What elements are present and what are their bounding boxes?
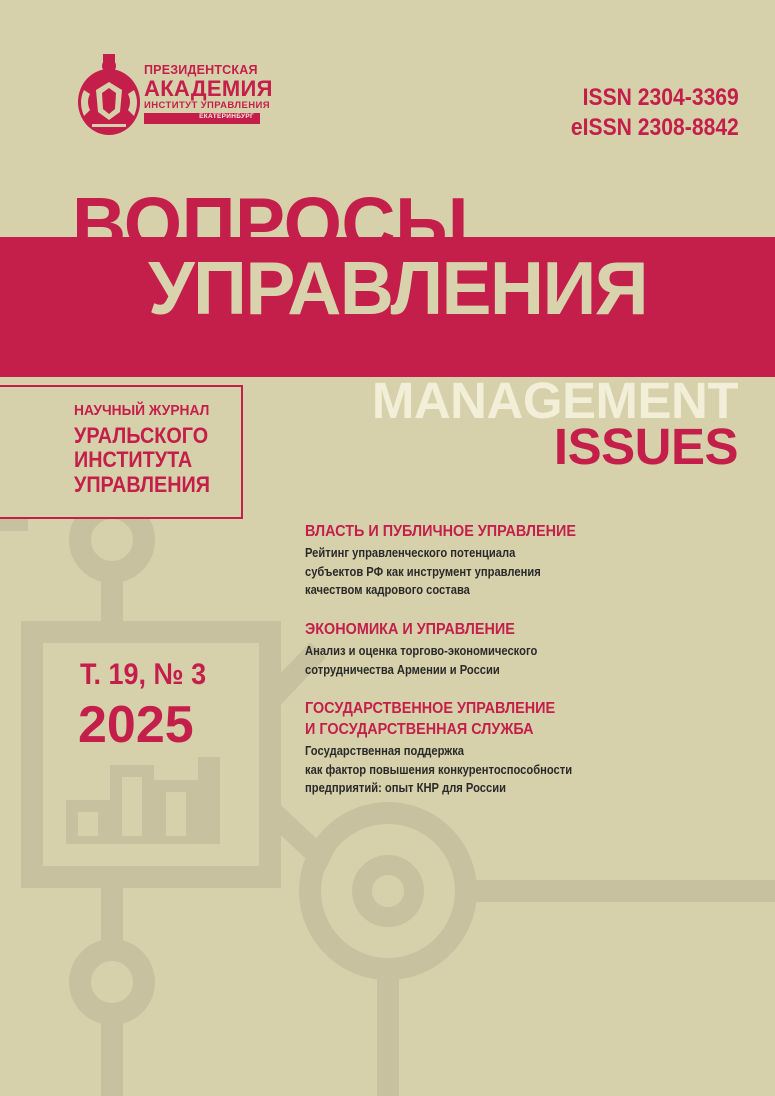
publisher-city-bar xyxy=(144,113,260,124)
contents-section xyxy=(305,699,745,797)
section-description-line: Рейтинг управленческого потенциала xyxy=(305,545,516,561)
issn-print: ISSN 2304-3369 xyxy=(582,84,739,111)
journal-name-line1: УРАЛЬСКОГО xyxy=(74,423,209,448)
publisher-line3: ИНСТИТУТ УПРАВЛЕНИЯ xyxy=(144,99,270,111)
section-heading xyxy=(305,699,701,740)
section-description-line: качеством кадрового состава xyxy=(305,582,470,598)
issue-volume: Т. 19, № 3 xyxy=(80,658,207,691)
issue-year: 2025 xyxy=(78,696,194,754)
journal-name-line2: ИНСТИТУТА xyxy=(74,447,193,473)
section-description-line: сотрудничества Армении и России xyxy=(305,661,500,677)
publisher-line2: АКАДЕМИЯ xyxy=(144,75,273,101)
publisher-line1: ПРЕЗИДЕНТСКАЯ xyxy=(144,63,258,77)
section-description-line: субъектов РФ как инструмент управления xyxy=(305,563,541,579)
contents-section xyxy=(305,522,745,600)
section-description xyxy=(305,642,683,679)
journal-name xyxy=(74,424,210,497)
section-description-line: Государственная поддержка xyxy=(305,743,465,759)
section-heading-line: ГОСУДАРСТВЕННОЕ УПРАВЛЕНИЕ xyxy=(305,700,556,718)
section-heading xyxy=(305,620,701,640)
section-heading-line: И ГОСУДАРСТВЕННАЯ СЛУЖБА xyxy=(305,720,534,738)
section-description-line: как фактор повышения конкурентоспособности xyxy=(305,761,573,777)
academy-emblem-icon xyxy=(74,54,144,138)
section-heading-line: ЭКОНОМИКА И УПРАВЛЕНИЕ xyxy=(305,620,515,638)
title-en-line2: ISSUES xyxy=(553,418,738,475)
section-description xyxy=(305,544,683,599)
section-heading-line: ВЛАСТЬ И ПУБЛИЧНОЕ УПРАВЛЕНИЕ xyxy=(305,523,576,540)
contents-list xyxy=(305,522,745,818)
section-description xyxy=(305,742,683,797)
section-heading xyxy=(305,522,701,542)
issn-block xyxy=(571,83,739,143)
publisher-city: ЕКАТЕРИНБУРГ xyxy=(199,113,254,120)
journal-label: НАУЧНЫЙ ЖУРНАЛ xyxy=(74,402,210,419)
title-en-line1: MANAGEMENT xyxy=(371,372,738,429)
section-description-line: предприятий: опыт КНР для России xyxy=(305,780,506,796)
section-description-line: Анализ и оценка торгово-экономического xyxy=(305,643,538,659)
contents-section xyxy=(305,620,745,679)
node-circle-bottom xyxy=(80,950,144,1014)
title-ru-line1: ВОПРОСЫ xyxy=(72,182,468,266)
journal-name-line3: УПРАВЛЕНИЯ xyxy=(74,471,210,497)
publisher-logo xyxy=(144,64,273,124)
issn-electronic: eISSN 2308-8842 xyxy=(571,113,739,141)
journal-label-box xyxy=(0,385,243,519)
title-ru-line2: УПРАВЛЕНИЯ xyxy=(148,246,648,330)
